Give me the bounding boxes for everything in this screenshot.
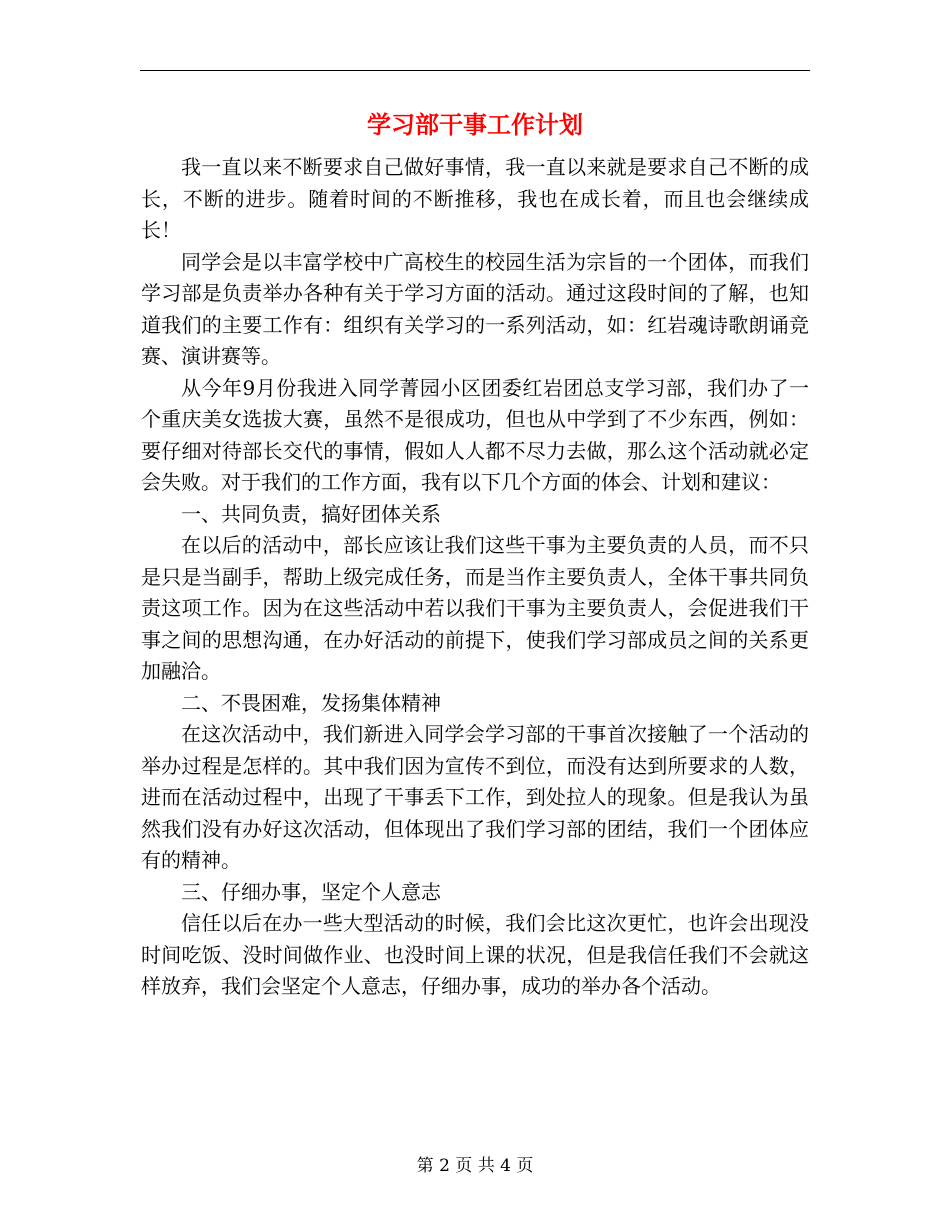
section-heading-3: 三、仔细办事，坚定个人意志 [181,879,441,904]
paragraph-section-3: 信任以后在办一些大型活动的时候，我们会比这次更忙，也许会出现没时间吃饭、没时间做作业、也没时间上课的状况，但是我信任我们不会就这样放弃，我们会坚定个人意志，仔细办事，成功的举办各个活动。 [141,911,809,998]
document-body [141,152,809,1003]
section-heading-2: 二、不畏困难，发扬集体精神 [181,690,441,715]
paragraph-section-2: 在这次活动中，我们新进入同学会学习部的干事首次接触了一个活动的举办过程是怎样的。其中我们因为宣传不到位，而没有达到所要求的人数，进而在活动过程中，出现了干事丢下工作，到处拉人的现象。但是我认为虽然我们没有办好这次活动，但体现出了我们学习部的团结，我们一个团体应有的精神。 [141,722,809,872]
paragraph-section-1: 在以后的活动中，部长应该让我们这些干事为主要负责的人员，而不只是只是当副手，帮助上级完成任务，而是当作主要负责人，全体干事共同负责这项工作。因为在这些活动中若以我们干事为主要负责人，会促进我们干事之间的思想沟通，在办好活动的前提下，使我们学习部成员之间的关系更加融洽。 [141,533,809,683]
paragraph-experience: 从今年9月份我进入同学菁园小区团委红岩团总支学习部，我们办了一个重庆美女选拔大赛，虽然不是很成功，但也从中学到了不少东西，例如：要仔细对待部长交代的事情，假如人人都不尽力去做，那么这个活动就必定会失败。对于我们的工作方面，我有以下几个方面的体会、计划和建议： [141,375,809,494]
paragraph-association: 同学会是以丰富学校中广高校生的校园生活为宗旨的一个团体，而我们学习部是负责举办各种有关于学习方面的活动。通过这段时间的了解，也知道我们的主要工作有：组织有关学习的一系列活动，如：红岩魂诗歌朗诵竞赛、演讲赛等。 [141,249,809,368]
document-title: 学习部干事工作计划 [367,110,583,139]
page-number: 第 2 页 共 4 页 [416,1156,534,1176]
paragraph-intro: 我一直以来不断要求自己做好事情，我一直以来就是要求自己不断的成长，不断的进步。随着时间的不断推移，我也在成长着，而且也会继续成长！ [141,155,809,242]
header-rule [140,70,810,71]
section-heading-1: 一、共同负责，搞好团体关系 [181,501,441,526]
